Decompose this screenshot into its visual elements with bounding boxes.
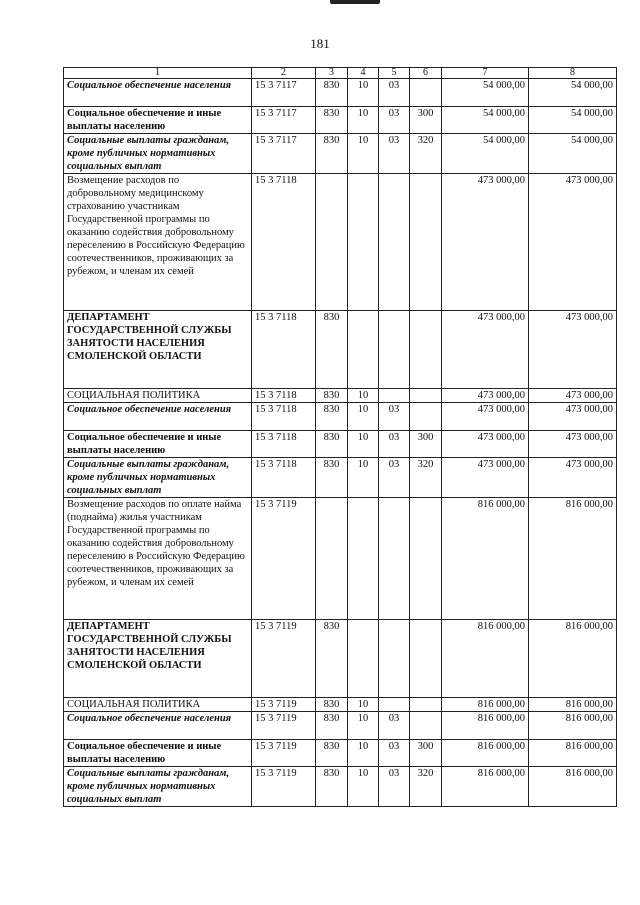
dept-code: 830 — [316, 740, 348, 767]
table-row — [64, 431, 617, 458]
row-name: Возмещение расходов по добровольному медицинскому страхованию участникам Государственной программы по оказанию содействия добровольному переселению в Российскую Федерацию соотечественников, проживающих за рубежом, и членам их семей — [64, 174, 252, 311]
amount-year-2: 473 000,00 — [529, 174, 617, 311]
amount-year-1: 473 000,00 — [442, 389, 529, 403]
subsection-code: 03 — [379, 458, 410, 498]
target-code: 15 3 7119 — [252, 498, 316, 620]
page-number: 181 — [310, 36, 330, 51]
table-header-row — [64, 68, 617, 79]
section-code — [348, 498, 379, 620]
row-name: Социальное обеспечение и иные выплаты населению — [64, 431, 252, 458]
expense-type-code: 300 — [410, 107, 442, 134]
amount-year-2: 816 000,00 — [529, 698, 617, 712]
subsection-code: 03 — [379, 740, 410, 767]
subsection-code: 03 — [379, 767, 410, 807]
dept-code: 830 — [316, 620, 348, 698]
subsection-code — [379, 389, 410, 403]
section-code: 10 — [348, 698, 379, 712]
row-name: Возмещение расходов по оплате найма (поднайма) жилья участникам Государственной программы по оказанию содействия добровольному переселению в Российскую Федерацию соотечественников, проживающих за рубежом, и членам их семей — [64, 498, 252, 620]
header-cell: 3 — [316, 68, 348, 79]
expense-type-code — [410, 403, 442, 431]
subsection-code: 03 — [379, 712, 410, 740]
target-code: 15 3 7119 — [252, 740, 316, 767]
expense-type-code — [410, 79, 442, 107]
table-row — [64, 698, 617, 712]
amount-year-2: 54 000,00 — [529, 134, 617, 174]
expense-type-code — [410, 712, 442, 740]
table-row — [64, 458, 617, 498]
expense-type-code — [410, 174, 442, 311]
dept-code: 830 — [316, 431, 348, 458]
table-row — [64, 620, 617, 698]
row-name: Социальное обеспечение и иные выплаты населению — [64, 740, 252, 767]
dept-code — [316, 498, 348, 620]
row-name: Социальные выплаты гражданам, кроме публичных нормативных социальных выплат — [64, 767, 252, 807]
header-cell: 6 — [410, 68, 442, 79]
amount-year-1: 54 000,00 — [442, 79, 529, 107]
section-code — [348, 174, 379, 311]
section-code: 10 — [348, 389, 379, 403]
amount-year-2: 473 000,00 — [529, 458, 617, 498]
target-code: 15 3 7119 — [252, 712, 316, 740]
table-row — [64, 107, 617, 134]
section-code: 10 — [348, 403, 379, 431]
amount-year-1: 816 000,00 — [442, 620, 529, 698]
header-cell: 2 — [252, 68, 316, 79]
row-name: СОЦИАЛЬНАЯ ПОЛИТИКА — [64, 389, 252, 403]
section-code: 10 — [348, 107, 379, 134]
expense-type-code: 300 — [410, 740, 442, 767]
amount-year-1: 473 000,00 — [442, 311, 529, 389]
amount-year-1: 473 000,00 — [442, 458, 529, 498]
amount-year-1: 54 000,00 — [442, 134, 529, 174]
amount-year-2: 54 000,00 — [529, 107, 617, 134]
target-code: 15 3 7119 — [252, 620, 316, 698]
expense-type-code — [410, 698, 442, 712]
amount-year-2: 473 000,00 — [529, 431, 617, 458]
subsection-code — [379, 698, 410, 712]
target-code: 15 3 7117 — [252, 107, 316, 134]
section-code: 10 — [348, 134, 379, 174]
dept-code: 830 — [316, 458, 348, 498]
table-row — [64, 740, 617, 767]
amount-year-2: 473 000,00 — [529, 389, 617, 403]
amount-year-1: 816 000,00 — [442, 698, 529, 712]
row-name: Социальное обеспечение населения — [64, 712, 252, 740]
target-code: 15 3 7117 — [252, 79, 316, 107]
amount-year-1: 473 000,00 — [442, 431, 529, 458]
expense-type-code: 320 — [410, 458, 442, 498]
dept-code: 830 — [316, 107, 348, 134]
table-row — [64, 389, 617, 403]
section-code: 10 — [348, 431, 379, 458]
amount-year-1: 473 000,00 — [442, 403, 529, 431]
expense-type-code — [410, 389, 442, 403]
row-name: Социальное обеспечение населения — [64, 79, 252, 107]
header-cell: 4 — [348, 68, 379, 79]
header-cell: 7 — [442, 68, 529, 79]
table-row — [64, 498, 617, 620]
section-code — [348, 311, 379, 389]
header-cell: 5 — [379, 68, 410, 79]
header-cell: 8 — [529, 68, 617, 79]
target-code: 15 3 7118 — [252, 458, 316, 498]
dept-code: 830 — [316, 311, 348, 389]
amount-year-1: 54 000,00 — [442, 107, 529, 134]
target-code: 15 3 7118 — [252, 311, 316, 389]
expense-type-code: 300 — [410, 431, 442, 458]
subsection-code — [379, 498, 410, 620]
section-code: 10 — [348, 79, 379, 107]
amount-year-1: 473 000,00 — [442, 174, 529, 311]
amount-year-1: 816 000,00 — [442, 498, 529, 620]
section-code: 10 — [348, 767, 379, 807]
subsection-code: 03 — [379, 79, 410, 107]
section-code: 10 — [348, 712, 379, 740]
table-row — [64, 79, 617, 107]
table-row — [64, 767, 617, 807]
dept-code: 830 — [316, 712, 348, 740]
amount-year-2: 54 000,00 — [529, 79, 617, 107]
dept-code — [316, 174, 348, 311]
row-name: СОЦИАЛЬНАЯ ПОЛИТИКА — [64, 698, 252, 712]
amount-year-2: 473 000,00 — [529, 311, 617, 389]
amount-year-1: 816 000,00 — [442, 712, 529, 740]
expense-type-code — [410, 311, 442, 389]
row-name: Социальное обеспечение и иные выплаты населению — [64, 107, 252, 134]
section-code: 10 — [348, 740, 379, 767]
expense-type-code: 320 — [410, 767, 442, 807]
dept-code: 830 — [316, 698, 348, 712]
dept-code: 830 — [316, 389, 348, 403]
amount-year-2: 473 000,00 — [529, 403, 617, 431]
subsection-code: 03 — [379, 403, 410, 431]
target-code: 15 3 7118 — [252, 431, 316, 458]
subsection-code — [379, 174, 410, 311]
row-name: Социальные выплаты гражданам, кроме публичных нормативных социальных выплат — [64, 134, 252, 174]
header-cell: 1 — [64, 68, 252, 79]
subsection-code: 03 — [379, 134, 410, 174]
budget-table — [63, 67, 617, 807]
subsection-code — [379, 311, 410, 389]
binding-mark — [330, 0, 380, 4]
subsection-code — [379, 620, 410, 698]
target-code: 15 3 7118 — [252, 403, 316, 431]
dept-code: 830 — [316, 134, 348, 174]
expense-type-code: 320 — [410, 134, 442, 174]
dept-code: 830 — [316, 767, 348, 807]
amount-year-2: 816 000,00 — [529, 767, 617, 807]
expense-type-code — [410, 620, 442, 698]
target-code: 15 3 7119 — [252, 698, 316, 712]
table-row — [64, 134, 617, 174]
table-row — [64, 712, 617, 740]
target-code: 15 3 7117 — [252, 134, 316, 174]
amount-year-1: 816 000,00 — [442, 767, 529, 807]
table-row — [64, 403, 617, 431]
row-name: Социальные выплаты гражданам, кроме публичных нормативных социальных выплат — [64, 458, 252, 498]
table-row — [64, 311, 617, 389]
subsection-code: 03 — [379, 107, 410, 134]
row-name: ДЕПАРТАМЕНТ ГОСУДАРСТВЕННОЙ СЛУЖБЫ ЗАНЯТОСТИ НАСЕЛЕНИЯ СМОЛЕНСКОЙ ОБЛАСТИ — [64, 311, 252, 389]
amount-year-2: 816 000,00 — [529, 498, 617, 620]
amount-year-2: 816 000,00 — [529, 740, 617, 767]
subsection-code: 03 — [379, 431, 410, 458]
row-name: ДЕПАРТАМЕНТ ГОСУДАРСТВЕННОЙ СЛУЖБЫ ЗАНЯТОСТИ НАСЕЛЕНИЯ СМОЛЕНСКОЙ ОБЛАСТИ — [64, 620, 252, 698]
section-code: 10 — [348, 458, 379, 498]
dept-code: 830 — [316, 403, 348, 431]
target-code: 15 3 7118 — [252, 174, 316, 311]
section-code — [348, 620, 379, 698]
expense-type-code — [410, 498, 442, 620]
amount-year-2: 816 000,00 — [529, 712, 617, 740]
amount-year-1: 816 000,00 — [442, 740, 529, 767]
table-row — [64, 174, 617, 311]
dept-code: 830 — [316, 79, 348, 107]
target-code: 15 3 7118 — [252, 389, 316, 403]
row-name: Социальное обеспечение населения — [64, 403, 252, 431]
target-code: 15 3 7119 — [252, 767, 316, 807]
amount-year-2: 816 000,00 — [529, 620, 617, 698]
